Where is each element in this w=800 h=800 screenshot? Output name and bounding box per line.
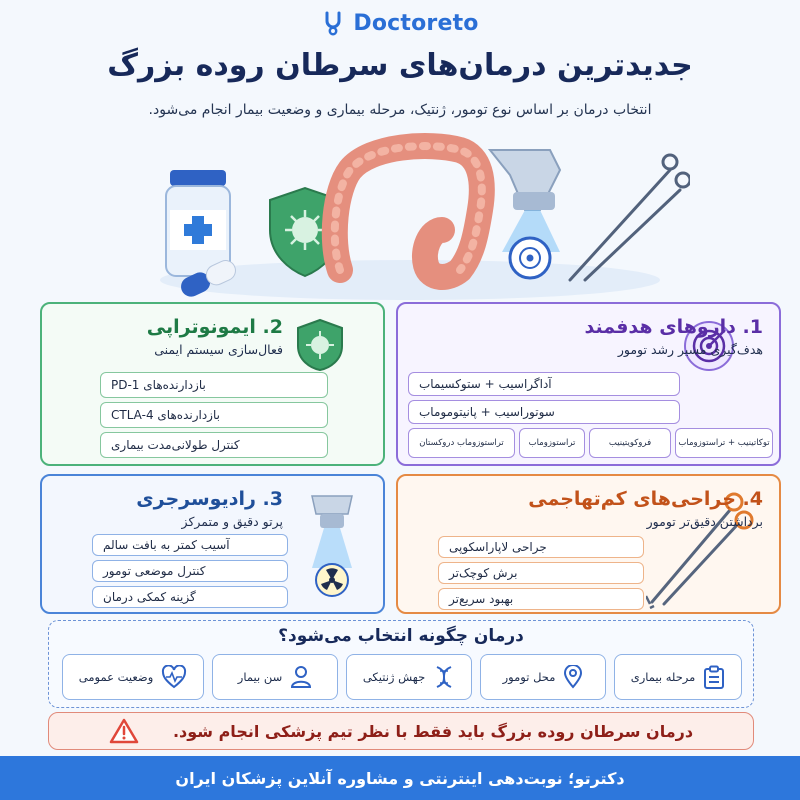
card-title: 1. داروهای هدفمند: [584, 316, 763, 338]
list-item: سوتوراسیب + پانیتوموماب: [408, 400, 680, 424]
factor-patient-age: [212, 654, 338, 700]
list-item: آداگراسیب + ستوکسیماب: [408, 372, 680, 396]
immuno-card-head: [147, 316, 283, 357]
immunotherapy-card: [40, 302, 385, 466]
selection-title: درمان چگونه انتخاب می‌شود؟: [278, 626, 524, 646]
list-item: تراستوزوماب دروکستان: [408, 428, 515, 458]
medicine-vial-icon: [166, 170, 230, 276]
radiation-machine-icon: [304, 492, 360, 602]
factor-general-condition: [62, 654, 204, 700]
card-title: 2. ایمونوتراپی: [146, 316, 283, 338]
card-subtitle: فعال‌سازی سیستم ایمنی: [154, 342, 283, 357]
list-item: گزینه کمکی درمان: [92, 586, 288, 608]
factor-label: مرحله بیماری: [630, 670, 696, 684]
factor-label: جهش ژنتیکی: [362, 670, 426, 684]
stethoscope-logo-icon: [321, 10, 347, 36]
list-item: آسیب کمتر به بافت سالم: [92, 534, 288, 556]
list-item: فروکویتینیب: [589, 428, 671, 458]
targeted-card-head: [585, 316, 763, 357]
list-item: بهبود سریع‌تر: [438, 588, 644, 610]
list-item: برش کوچک‌تر: [438, 562, 644, 584]
surgical-instrument-icon: [570, 155, 690, 280]
radio-card-head: [136, 488, 283, 529]
list-item: توکاتینیب + تراستوزوماب: [675, 428, 773, 458]
factor-label: محل تومور: [502, 670, 556, 684]
brand-header: [0, 6, 800, 40]
person-icon: [290, 665, 312, 689]
dna-icon: [433, 665, 455, 689]
footer-text: دکترتو؛ نوبت‌دهی اینترنتی و مشاوره آنلاین پزشکان ایران: [175, 768, 625, 788]
page-subtitle: انتخاب درمان بر اساس نوع تومور، ژنتیک، مرحله بیماری و وضعیت بیمار انجام می‌شود.: [148, 102, 652, 118]
shield-virus-icon: [292, 316, 348, 372]
list-item: کنترل طولانی‌مدت بیماری: [100, 432, 328, 458]
radiosurgery-machine-icon: [490, 150, 560, 278]
heart-pulse-icon: [161, 665, 187, 689]
targeted-drugs-card: [396, 302, 781, 466]
factor-tumor-location: [480, 654, 606, 700]
factor-label: وضعیت عمومی: [78, 670, 154, 684]
card-subtitle: پرتو دقیق و متمرکز: [181, 514, 283, 529]
clipboard-icon: [703, 665, 725, 689]
card-subtitle: برداشتن دقیق‌تر تومور: [646, 514, 763, 529]
card-subtitle: هدف‌گیری مسیر رشد تومور: [617, 342, 763, 357]
surgery-card-head: [528, 488, 763, 529]
card-title: 3. رادیوسرجری: [136, 488, 283, 510]
list-item: تراستوزوماب: [519, 428, 585, 458]
colon-illustration: [335, 146, 482, 277]
factor-label: سن بیمار: [237, 670, 283, 684]
page-title: جدیدترین درمان‌های سرطان روده بزرگ: [107, 48, 693, 83]
hero-illustration: [130, 130, 690, 300]
factor-disease-stage: [614, 654, 742, 700]
list-item: بازدارنده‌های CTLA-4: [100, 402, 328, 428]
list-item: بازدارنده‌های PD-1: [100, 372, 328, 398]
surgery-card: [396, 474, 781, 614]
factor-genetic-mutation: [346, 654, 472, 700]
radiosurgery-card: [40, 474, 385, 614]
location-pin-icon: [563, 665, 583, 689]
warning-text: درمان سرطان روده بزرگ باید فقط با نظر تیم پزشکی انجام شود.: [172, 721, 694, 741]
warning-banner: [48, 712, 754, 750]
footer-bar: [0, 756, 800, 800]
card-title: 4. جراحی‌های کم‌تهاجمی: [528, 488, 763, 510]
list-item: جراحی لاپاراسکوپی: [438, 536, 644, 558]
brand-name: Doctoreto: [353, 10, 479, 36]
warning-icon: [109, 718, 139, 744]
list-item: کنترل موضعی تومور: [92, 560, 288, 582]
